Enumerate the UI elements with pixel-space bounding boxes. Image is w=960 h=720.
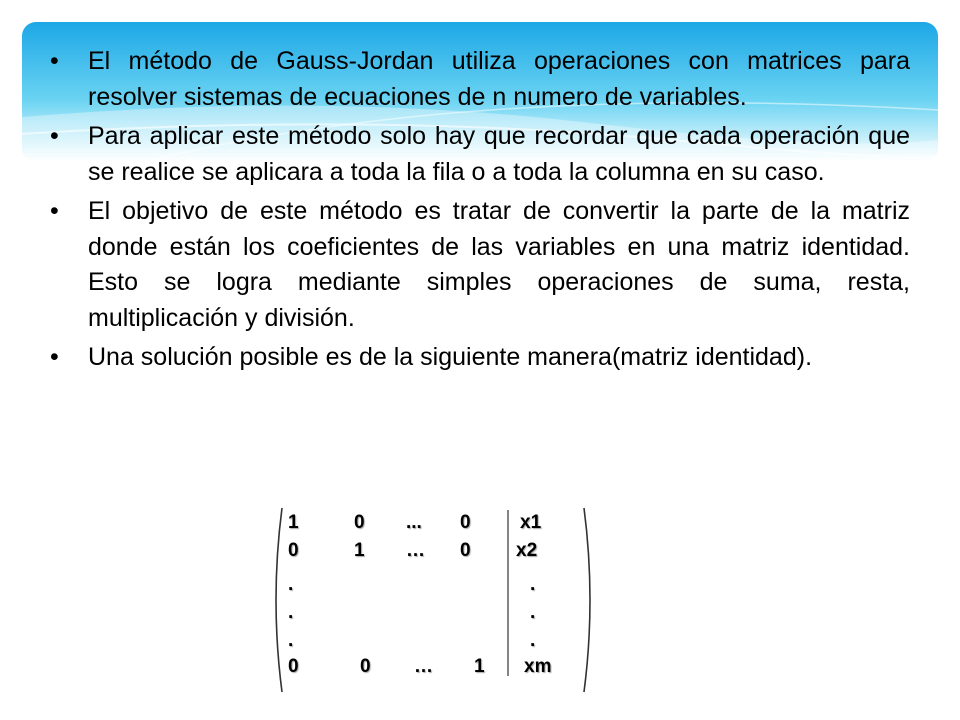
bullet-icon: • [50, 197, 59, 225]
matrix-cell: 0 [354, 512, 365, 533]
matrix-cell: . [530, 630, 536, 651]
matrix-cell: 0 [288, 656, 299, 677]
matrix-cell: x1 [520, 512, 542, 533]
bullet-text: Una solución posible es de la siguiente manera(matriz identidad). [88, 343, 813, 371]
bullet-icon: • [50, 343, 59, 371]
bullet-text: Para aplicar este método solo hay que recordar que cada operación que se realice se aplicara a toda la fila o a toda la columna en su caso. [88, 122, 910, 186]
matrix-cell: . [288, 574, 294, 595]
matrix-cell: xm [524, 656, 552, 677]
bullet-item [50, 194, 910, 336]
matrix-cell: 1 [354, 540, 365, 561]
matrix-cell: 1 [474, 656, 485, 677]
matrix-cell: 0 [360, 656, 371, 677]
bullet-icon: • [50, 47, 59, 75]
bullet-list [50, 44, 910, 380]
matrix-cell: 1 [288, 512, 299, 533]
matrix-cell: … [406, 540, 425, 561]
bullet-text: El objetivo de este método es tratar de convertir la parte de la matriz donde están los coeficientes de las variables en una matriz identidad. Esto se logra mediante simples operaciones de suma, resta, multiplicación y división. [88, 197, 910, 332]
matrix-cell: 0 [460, 512, 471, 533]
matrix-cell: . [530, 602, 536, 623]
identity-matrix [268, 502, 598, 698]
matrix-cell: . [530, 574, 536, 595]
bullet-item [50, 119, 910, 190]
matrix-cell: x2 [516, 540, 538, 561]
bullet-item [50, 340, 910, 376]
matrix-cell: . [288, 630, 294, 651]
matrix-cell: 0 [460, 540, 471, 561]
matrix-cell: … [414, 656, 433, 677]
matrix-cell: . [288, 602, 294, 623]
bullet-item [50, 44, 910, 115]
bullet-text: El método de Gauss-Jordan utiliza operaciones con matrices para resolver sistemas de ecuaciones de n numero de variables. [88, 47, 910, 111]
bullet-icon: • [50, 122, 59, 150]
matrix-cell: 0 [288, 540, 299, 561]
matrix-cell: ... [406, 512, 422, 533]
